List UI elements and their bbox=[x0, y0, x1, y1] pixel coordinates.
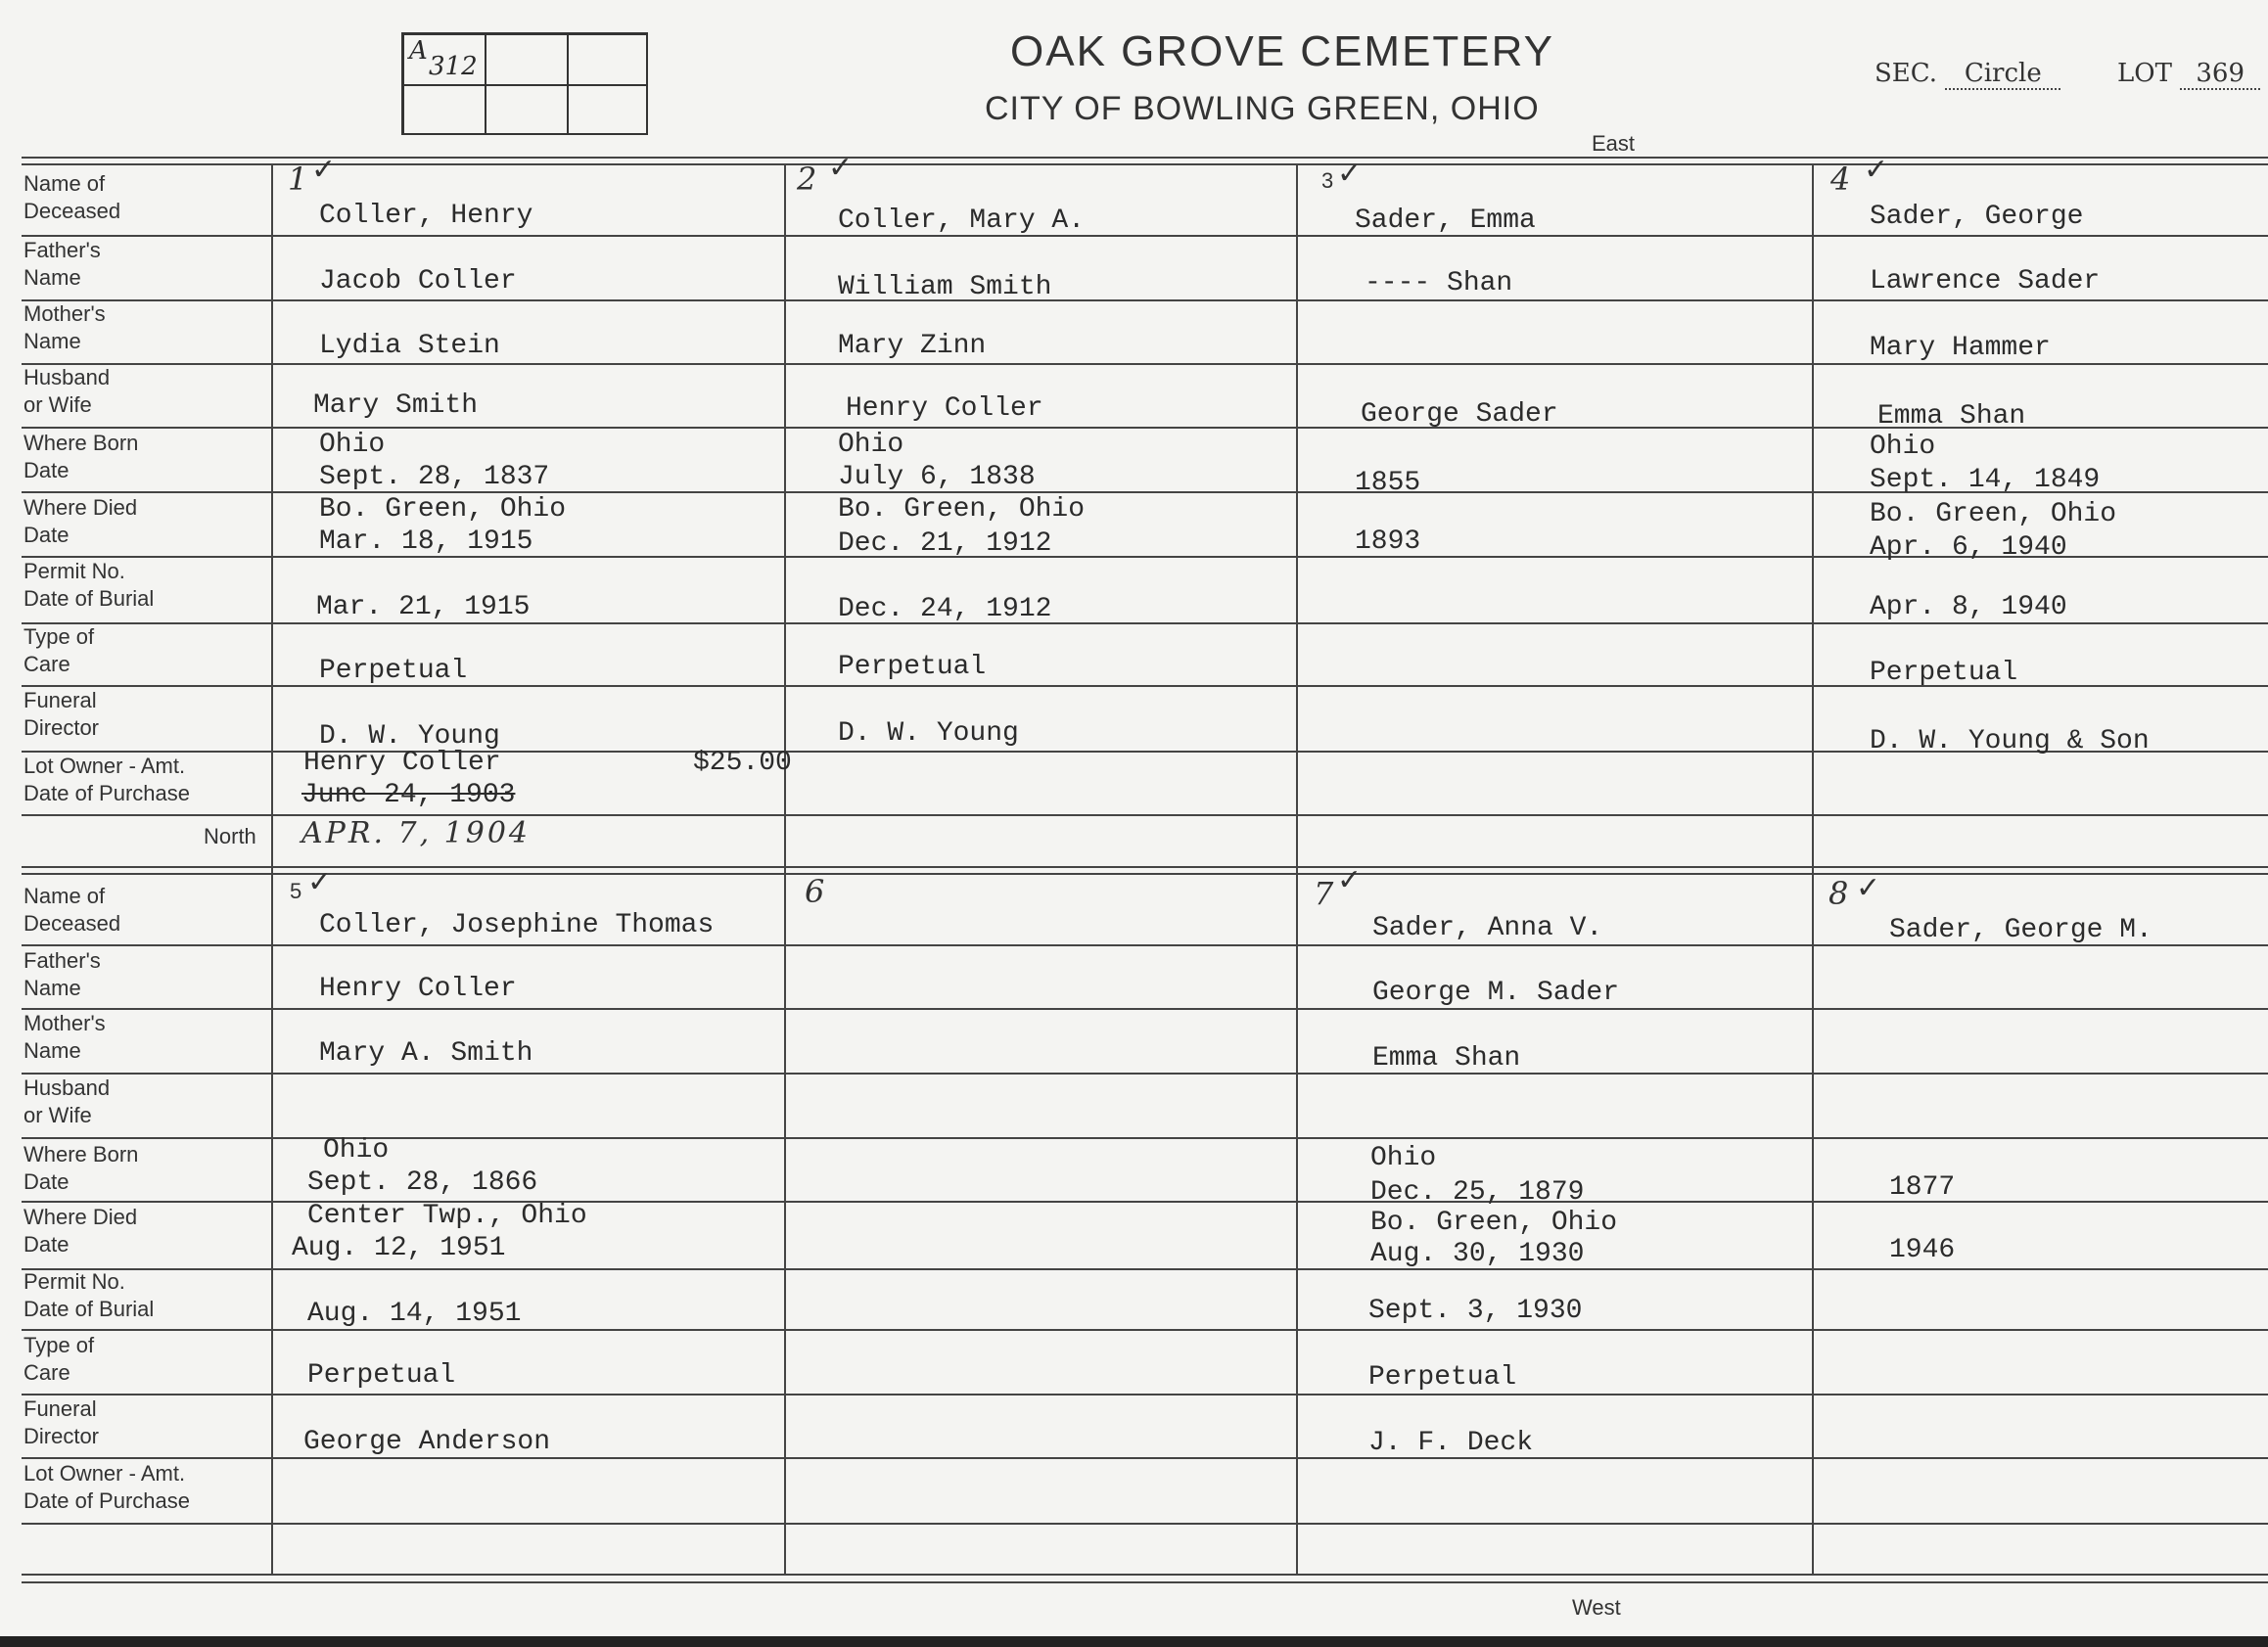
funeral-director: J. F. Deck bbox=[1368, 1428, 1534, 1458]
row-label-father: Father's Name bbox=[23, 238, 101, 290]
died-place: Bo. Green, Ohio bbox=[1370, 1208, 1618, 1238]
burial-date: Aug. 14, 1951 bbox=[307, 1299, 522, 1329]
deceased-name: Sader, Anna V. bbox=[1372, 913, 1603, 943]
died-date: Mar. 18, 1915 bbox=[319, 526, 533, 557]
born-date: 1877 bbox=[1889, 1172, 1956, 1203]
born-place: Ohio bbox=[323, 1135, 390, 1166]
row-label-died: Where Died Date bbox=[23, 495, 138, 547]
scan-edge bbox=[0, 1636, 2268, 1647]
funeral-director: George Anderson bbox=[303, 1427, 551, 1457]
grave-number: 2 bbox=[797, 160, 817, 198]
father-name: Lawrence Sader bbox=[1870, 266, 2101, 297]
died-date: Aug. 30, 1930 bbox=[1370, 1239, 1585, 1269]
section-value: Circle bbox=[1945, 59, 2060, 90]
row-label-mother: Mother's Name bbox=[23, 301, 106, 353]
died-place: Bo. Green, Ohio bbox=[838, 494, 1086, 525]
check-mark-icon: ✓ bbox=[1864, 154, 1889, 186]
funeral-director: D. W. Young bbox=[838, 718, 1019, 749]
born-date: July 6, 1838 bbox=[838, 462, 1036, 492]
burial-date: Mar. 21, 1915 bbox=[316, 592, 531, 622]
row-label-deceased: Name of Deceased bbox=[23, 171, 121, 223]
mother-name: Mary Hammer bbox=[1870, 333, 2051, 363]
row-label-director: Funeral Director bbox=[23, 688, 100, 740]
funeral-director: D. W. Young & Son bbox=[1870, 726, 2150, 756]
row-line bbox=[22, 1457, 2268, 1459]
lot-box-cell bbox=[486, 85, 568, 135]
row-line bbox=[22, 363, 2268, 365]
father-name: Jacob Coller bbox=[319, 266, 517, 297]
lot-box-cell bbox=[486, 34, 568, 85]
row-line bbox=[22, 622, 2268, 624]
grave-number: 4 bbox=[1830, 160, 1851, 198]
row-line bbox=[22, 1268, 2268, 1270]
compass-east: East bbox=[1592, 131, 1636, 156]
died-date: Aug. 12, 1951 bbox=[292, 1233, 506, 1263]
grave-number: 5 bbox=[290, 879, 302, 903]
deceased-name: Coller, Josephine Thomas bbox=[319, 910, 715, 940]
father-name: Henry Coller bbox=[319, 974, 517, 1004]
deceased-name: Sader, George bbox=[1870, 202, 2084, 232]
row-label-care: Type of Care bbox=[23, 1333, 95, 1385]
row-line bbox=[22, 235, 2268, 237]
lot-box-letter: A bbox=[409, 36, 428, 66]
row-label-owner: Lot Owner - Amt. Date of Purchase bbox=[23, 754, 190, 805]
check-mark-icon: ✓ bbox=[307, 866, 333, 898]
born-place: Ohio bbox=[1870, 432, 1936, 462]
care-type: Perpetual bbox=[319, 656, 468, 686]
check-mark-icon: ✓ bbox=[1337, 158, 1363, 190]
column-divider bbox=[1812, 163, 1814, 1574]
died-place: Center Twp., Ohio bbox=[307, 1201, 587, 1231]
lot-reference-box bbox=[401, 32, 648, 135]
section-divider bbox=[22, 873, 2268, 875]
grave-number: 3 bbox=[1321, 168, 1334, 193]
spouse-name: George Sader bbox=[1361, 399, 1558, 430]
lot-value: 369 bbox=[2180, 59, 2260, 90]
father-name: ---- Shan bbox=[1365, 268, 1513, 298]
check-mark-icon: ✓ bbox=[828, 152, 854, 184]
deceased-name: Coller, Mary A. bbox=[838, 206, 1086, 236]
section-field bbox=[1875, 59, 2060, 90]
column-divider bbox=[784, 163, 786, 1574]
check-mark-icon: ✓ bbox=[311, 154, 337, 186]
lot-box-number: 312 bbox=[429, 52, 478, 81]
row-label-born: Where Born Date bbox=[23, 431, 139, 482]
lot-label: LOT bbox=[2117, 59, 2172, 88]
row-label-died: Where Died Date bbox=[23, 1205, 138, 1257]
purchase-date-struck: June 24, 1903 bbox=[301, 780, 516, 810]
row-line bbox=[22, 1008, 2268, 1010]
grave-number: 6 bbox=[805, 873, 825, 910]
row-label-care: Type of Care bbox=[23, 624, 95, 676]
died-date: 1946 bbox=[1889, 1235, 1956, 1265]
row-label-spouse: Husband or Wife bbox=[23, 1075, 111, 1127]
row-label-born: Where Born Date bbox=[23, 1142, 139, 1194]
born-date: Sept. 28, 1837 bbox=[319, 462, 550, 492]
row-label-director: Funeral Director bbox=[23, 1396, 100, 1448]
row-line bbox=[22, 1523, 2268, 1525]
row-label-deceased: Name of Deceased bbox=[23, 884, 121, 936]
row-label-spouse: Husband or Wife bbox=[23, 365, 111, 417]
grave-number: 1 bbox=[288, 160, 308, 198]
mother-name: Mary A. Smith bbox=[319, 1038, 533, 1069]
lot-box-cell bbox=[403, 85, 486, 135]
lot-box-cell bbox=[568, 34, 648, 85]
died-place: Bo. Green, Ohio bbox=[1870, 499, 2117, 529]
born-date: Sept. 14, 1849 bbox=[1870, 465, 2101, 495]
spouse-name: Henry Coller bbox=[846, 393, 1043, 424]
row-line bbox=[22, 1073, 2268, 1075]
check-mark-icon: ✓ bbox=[1337, 864, 1363, 896]
compass-north: North bbox=[204, 824, 256, 848]
section-divider bbox=[22, 866, 2268, 868]
born-place: Ohio bbox=[838, 430, 904, 460]
deceased-name: Sader, George M. bbox=[1889, 915, 2152, 945]
care-type: Perpetual bbox=[1870, 658, 2018, 688]
row-line bbox=[22, 1394, 2268, 1395]
born-place: Ohio bbox=[1370, 1143, 1437, 1173]
died-place: Bo. Green, Ohio bbox=[319, 494, 567, 525]
grave-number: 7 bbox=[1314, 875, 1334, 912]
lot-owner: Henry Coller bbox=[303, 748, 501, 778]
top-rule bbox=[22, 163, 2268, 165]
purchase-date-handwritten: APR. 7, 1904 bbox=[301, 816, 532, 850]
funeral-director: D. W. Young bbox=[319, 721, 500, 752]
burial-date: Sept. 3, 1930 bbox=[1368, 1296, 1583, 1326]
mother-name: Emma Shan bbox=[1372, 1043, 1521, 1074]
care-type: Perpetual bbox=[838, 652, 987, 682]
grave-number: 8 bbox=[1828, 875, 1849, 912]
cemetery-title: OAK GROVE CEMETERY bbox=[1010, 27, 1554, 75]
died-date: Dec. 21, 1912 bbox=[838, 528, 1052, 559]
died-date: Apr. 6, 1940 bbox=[1870, 532, 2067, 563]
mother-name: Lydia Stein bbox=[319, 331, 500, 361]
row-label-father: Father's Name bbox=[23, 948, 101, 1000]
born-date: Sept. 28, 1866 bbox=[307, 1167, 538, 1198]
care-type: Perpetual bbox=[307, 1360, 456, 1391]
label-column-divider bbox=[271, 163, 273, 1574]
died-date: 1893 bbox=[1355, 526, 1421, 557]
lot-field bbox=[2117, 59, 2260, 90]
check-mark-icon: ✓ bbox=[1856, 872, 1881, 904]
bottom-rule bbox=[22, 1574, 2268, 1576]
mother-name: Mary Zinn bbox=[838, 331, 987, 361]
row-label-burial: Permit No. Date of Burial bbox=[23, 559, 155, 611]
row-line bbox=[22, 299, 2268, 301]
born-date: Dec. 25, 1879 bbox=[1370, 1177, 1585, 1208]
care-type: Perpetual bbox=[1368, 1362, 1517, 1393]
column-divider bbox=[1296, 163, 1298, 1574]
row-line bbox=[22, 1329, 2268, 1331]
section-label: SEC. bbox=[1875, 59, 1938, 88]
father-name: William Smith bbox=[838, 272, 1052, 302]
born-date: 1855 bbox=[1355, 468, 1421, 498]
row-label-mother: Mother's Name bbox=[23, 1011, 106, 1063]
spouse-name: Mary Smith bbox=[313, 390, 479, 421]
compass-west: West bbox=[1572, 1595, 1621, 1620]
row-label-owner: Lot Owner - Amt. Date of Purchase bbox=[23, 1461, 190, 1513]
bottom-rule bbox=[22, 1581, 2268, 1583]
deceased-name: Sader, Emma bbox=[1355, 206, 1536, 236]
top-rule bbox=[22, 157, 2268, 159]
lot-box-cell bbox=[568, 85, 648, 135]
deceased-name: Coller, Henry bbox=[319, 201, 533, 231]
father-name: George M. Sader bbox=[1372, 978, 1620, 1008]
burial-date: Apr. 8, 1940 bbox=[1870, 592, 2067, 622]
purchase-amount: $25.00 bbox=[693, 748, 792, 778]
born-place: Ohio bbox=[319, 430, 386, 460]
city-subtitle: CITY OF BOWLING GREEN, OHIO bbox=[985, 90, 1540, 127]
spouse-name: Emma Shan bbox=[1877, 401, 2026, 432]
row-label-burial: Permit No. Date of Burial bbox=[23, 1269, 155, 1321]
burial-date: Dec. 24, 1912 bbox=[838, 594, 1052, 624]
